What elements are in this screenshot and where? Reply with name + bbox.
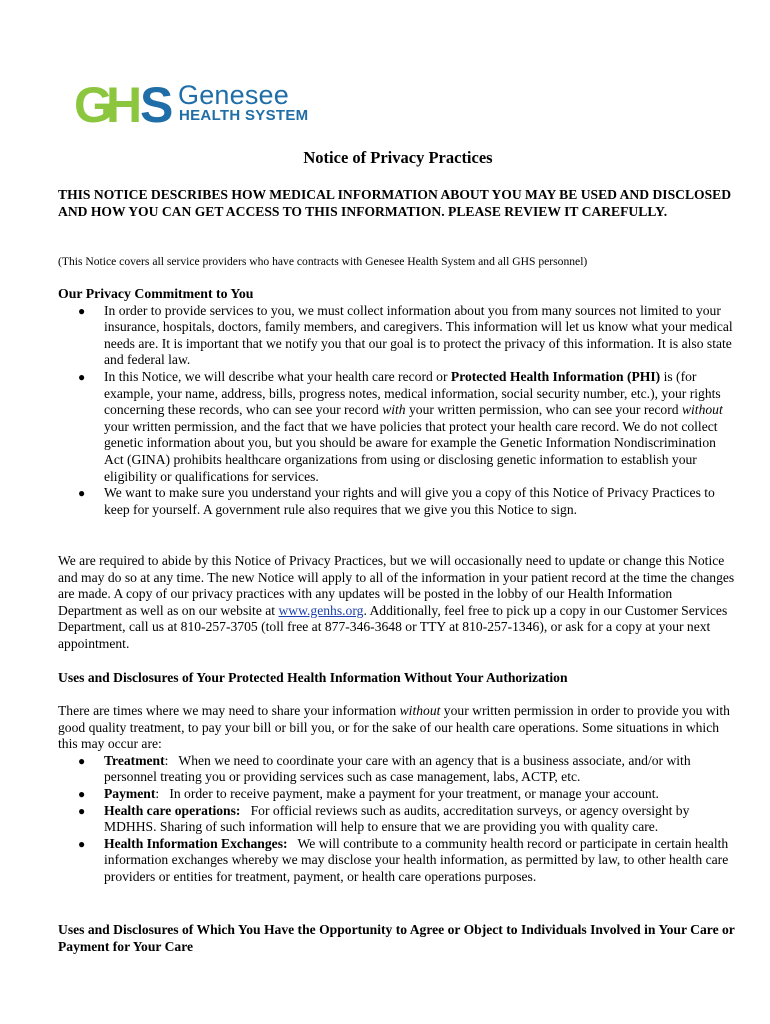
bullet-icon: ● [78, 303, 86, 318]
bullet-icon: ● [78, 753, 86, 768]
ghs-letters-logo [74, 80, 174, 126]
logo-word-health-system: HEALTH SYSTEM [179, 107, 309, 124]
list-item [58, 485, 738, 518]
bullet-icon: ● [78, 486, 86, 501]
page-title: Notice of Privacy Practices [303, 148, 493, 167]
commitment-list [58, 303, 738, 519]
bullet-text: In order to provide services to you, we must collect information about you from many sources not limited to your insurance, hospitals, doctors, family members, and caregivers. This information will let us know what your medical needs are. It is important that we notify you that our goal is to protect the privacy of this information. It is also state and federal law. [104, 302, 733, 368]
bullet-icon: ● [78, 836, 86, 851]
svg-text:S: S [140, 80, 170, 126]
section-heading: Our Privacy Commitment to You [58, 286, 254, 301]
svg-text:G: G [74, 80, 109, 126]
list-item [58, 303, 738, 369]
intro-notice: THIS NOTICE DESCRIBES HOW MEDICAL INFORMATION ABOUT YOU MAY BE USED AND DISCLOSED AND HOW YOU CAN GET ACCESS TO THIS INFORMATION. PLEASE REVIEW IT CAREFULLY. [58, 187, 732, 219]
uses-list [58, 753, 738, 886]
coverage-note: (This Notice covers all service providers who have contracts with Genesee Health System and all GHS personnel) [58, 255, 588, 268]
svg-text:H: H [106, 80, 139, 126]
genesee-health-system-logo [74, 80, 324, 128]
bullet-icon: ● [78, 803, 86, 818]
agree-heading: Uses and Disclosures of Which You Have the Opportunity to Agree or Object to Individuals Involved in Your Care or Payment for Your Care [58, 922, 735, 954]
list-item [58, 369, 738, 485]
uses-section [58, 703, 738, 886]
uses-intro: There are times where we may need to share your information without your written permission in order to provide you with good quality treatment, to pay your bill or bill you, or for the sake of our health care operations. Some situations in which this may occur are: [58, 703, 730, 752]
privacy-commitment-section [58, 286, 738, 518]
logo-word-genesee: Genesee [178, 80, 289, 110]
uses-heading: Uses and Disclosures of Your Protected Health Information Without Your Authorization [58, 670, 568, 685]
abide-paragraph: We are required to abide by this Notice of Privacy Practices, but we will occasionally need to update or change this Notice and may do so at any time. The new Notice will apply to all of the information in your patient record at the time the changes are made. A copy of our privacy practices with any updates will be posted in the lobby of our Health Information Department as well as on our website at www.genhs.org. Additionally, feel free to pick up a copy in our Customer Services Department, call us at 810-257-3705 (toll free at 877-346-3648 or TTY at 810-257-1346), or ask for a copy at your next appointment. [58, 553, 735, 651]
bullet-icon: ● [78, 369, 86, 384]
list-item: ● Treatment: When we need to coordinate your care with an agency that is a business associate, and/or with personnel treating you or providing services such as case management, labs, ACTP, etc. [78, 752, 691, 785]
bullet-icon: ● [78, 786, 86, 801]
bullet-text: We want to make sure you understand your rights and will give you a copy of this Notice of Privacy Practices to keep for yourself. A government rule also requires that we give you this Notice to sign. [104, 485, 715, 517]
list-item: ● Health Information Exchanges: We will contribute to a community health record or participate in certain health information exchanges whereby we may disclose your health information, as permitted by law, to other health care providers or entities for treatment, payment, or health care operations purposes. [78, 835, 729, 884]
website-link[interactable]: www.genhs.org [278, 602, 364, 618]
list-item: ● Health care operations: For official reviews such as audits, accreditation surveys, or agency oversight by MDHHS. Sharing of such information will help to ensure that we are providing you with quality care. [78, 802, 690, 835]
list-item: ● Payment: In order to receive payment, make a payment for your treatment, or manage your account. [78, 785, 659, 801]
bullet-text: In this Notice, we will describe what your health care record or Protected Health Information (PHI) is (for example, your name, address, bills, progress notes, medical information, social security number, etc.), your rights concerning these records, who can see your record with your written permission, who can see your record without your written permission, and the fact that we have policies that protect your health care record. We do not collect genetic information about you, but you should be aware for example the Genetic Information Nondiscrimination Act (GINA) prohibits healthcare organizations from using or disclosing genetic information to establish your eligibility or qualifications for services. [104, 368, 723, 484]
